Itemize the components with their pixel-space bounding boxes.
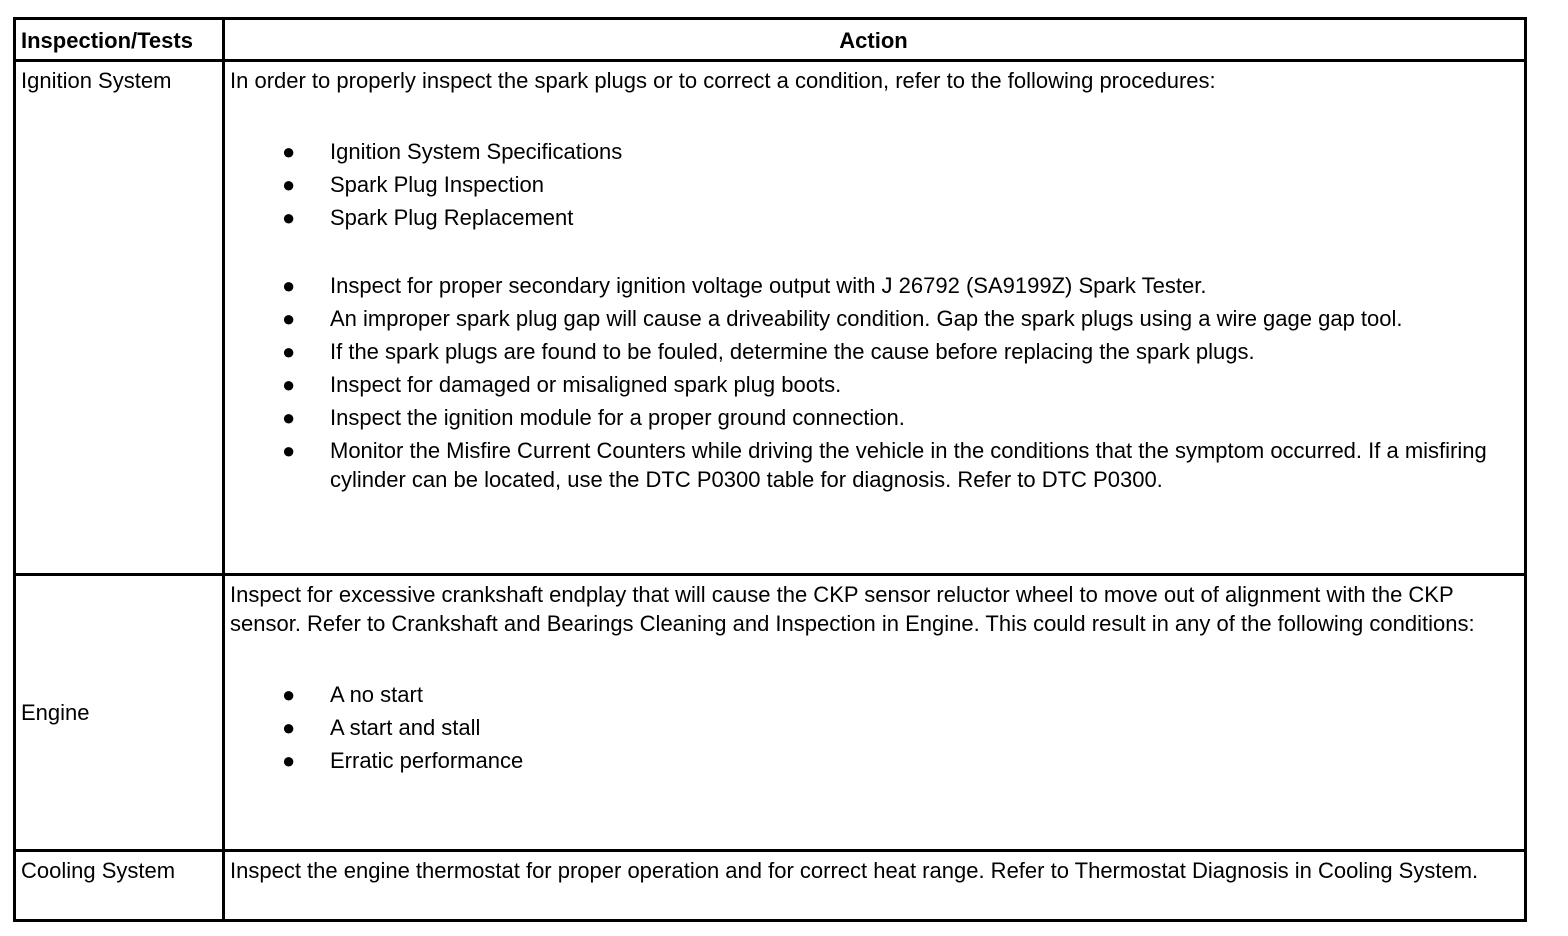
bullet-icon: ● xyxy=(282,682,296,707)
check-text: Monitor the Misfire Current Counters while driving the vehicle in the conditions that the symptom occurred. If a misfiring cylinder can be located, use the DTC P0300 table for diagnosis. Refer to DTC P0300. xyxy=(330,438,1487,492)
header-inspection-tests: Inspection/Tests xyxy=(15,19,224,61)
ignition-system-label: Ignition System xyxy=(15,61,224,575)
condition-text: A start and stall xyxy=(330,715,481,740)
engine-action xyxy=(224,575,1526,851)
list-item xyxy=(230,436,1517,494)
list-item xyxy=(230,203,1517,232)
check-text: Inspect for damaged or misaligned spark plug boots. xyxy=(330,372,842,397)
bullet-icon: ● xyxy=(282,748,296,773)
check-text: An improper spark plug gap will cause a driveability condition. Gap the spark plugs using a wire gage gap tool. xyxy=(330,306,1403,331)
list-item xyxy=(230,170,1517,199)
condition-text: Erratic performance xyxy=(330,748,524,773)
bullet-icon: ● xyxy=(282,372,296,397)
bullet-icon: ● xyxy=(282,172,296,197)
ignition-check-list xyxy=(230,271,1517,494)
bullet-icon: ● xyxy=(282,205,296,230)
procedure-text: Ignition System Specifications xyxy=(330,139,623,164)
list-item xyxy=(230,271,1517,300)
bullet-icon: ● xyxy=(282,715,296,740)
ignition-system-action xyxy=(224,61,1526,575)
engine-intro: Inspect for excessive crankshaft endplay that will cause the CKP sensor reluctor wheel to move out of alignment with the CKP sensor. Refer to Crankshaft and Bearings Cleaning and Inspection in Engine. This could result in any of the following conditions: xyxy=(230,582,1475,636)
list-item xyxy=(230,370,1517,399)
list-item xyxy=(230,403,1517,432)
condition-text: A no start xyxy=(330,682,423,707)
check-text: Inspect the ignition module for a proper ground connection. xyxy=(330,405,905,430)
header-row xyxy=(15,19,1526,61)
list-item xyxy=(230,680,1517,709)
ignition-intro: In order to properly inspect the spark plugs or to correct a condition, refer to the following procedures: xyxy=(230,68,1216,93)
list-item xyxy=(230,713,1517,742)
bullet-icon: ● xyxy=(282,339,296,364)
bullet-icon: ● xyxy=(282,139,296,164)
bullet-icon: ● xyxy=(282,438,296,463)
bullet-icon: ● xyxy=(282,306,296,331)
list-item xyxy=(230,304,1517,333)
header-action: Action xyxy=(224,19,1526,61)
list-item xyxy=(230,746,1517,775)
check-text: Inspect for proper secondary ignition voltage output with J 26792 (SA9199Z) Spark Tester. xyxy=(330,273,1207,298)
ignition-procedure-list xyxy=(230,137,1517,232)
table-row-ignition-system xyxy=(15,61,1526,575)
engine-condition-list xyxy=(230,680,1517,775)
table-row-engine xyxy=(15,575,1526,851)
list-item xyxy=(230,137,1517,166)
procedure-text: Spark Plug Replacement xyxy=(330,205,574,230)
engine-label: Engine xyxy=(15,575,224,851)
table-row-cooling-system xyxy=(15,851,1526,921)
diagnosis-table xyxy=(13,17,1527,922)
procedure-text: Spark Plug Inspection xyxy=(330,172,545,197)
list-item xyxy=(230,337,1517,366)
cooling-system-action: Inspect the engine thermostat for proper operation and for correct heat range. Refer to Thermostat Diagnosis in Cooling System. xyxy=(224,851,1526,921)
bullet-icon: ● xyxy=(282,405,296,430)
cooling-system-label: Cooling System xyxy=(15,851,224,921)
bullet-icon: ● xyxy=(282,273,296,298)
check-text: If the spark plugs are found to be fouled, determine the cause before replacing the spark plugs. xyxy=(330,339,1255,364)
